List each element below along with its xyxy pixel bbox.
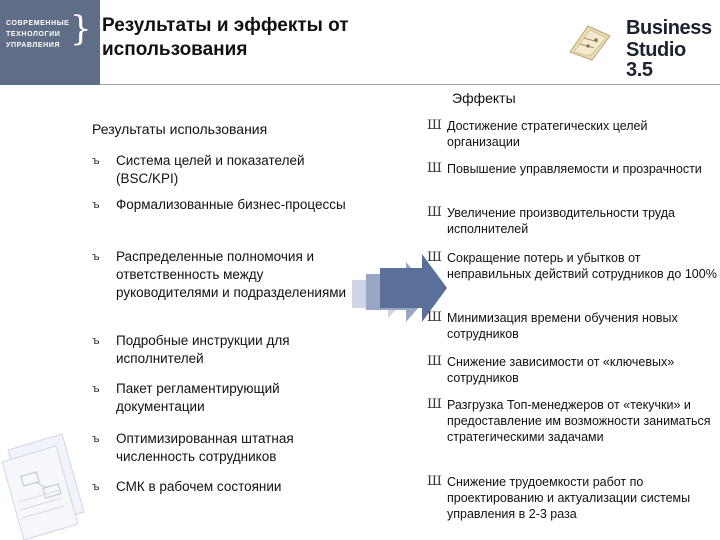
effect-text: Разгрузка Топ-менеджеров от «текучки» и предоставление им возможности заниматься стратегическими задачами xyxy=(447,398,711,444)
bullet-icon: Ш xyxy=(427,310,442,325)
effect-text: Достижение стратегических целей организации xyxy=(447,119,648,149)
bullet-icon: ъ xyxy=(92,382,100,395)
bullet-icon: Ш xyxy=(427,354,442,369)
business-studio-logo xyxy=(566,8,716,81)
header-divider xyxy=(100,84,720,85)
logo-line-3: УПРАВЛЕНИЯ xyxy=(6,42,61,49)
page-title: Результаты и эффекты от использования xyxy=(102,15,349,60)
slide-header xyxy=(0,0,720,85)
company-logo xyxy=(0,0,100,85)
effect-text: Повышение управляемости и прозрачности xyxy=(447,162,702,176)
logo-version-text: Studio 3.5 xyxy=(626,39,686,81)
effect-text: Минимизация времени обучения новых сотрудников xyxy=(447,311,678,341)
bullet-icon: ъ xyxy=(92,198,100,211)
bullet-icon: Ш xyxy=(427,397,442,412)
logo-business-text: Business xyxy=(626,17,712,39)
bullet-icon: ъ xyxy=(92,432,100,445)
effect-text: Снижение зависимости от «ключевых» сотрудников xyxy=(447,355,675,385)
bullet-icon: Ш xyxy=(427,250,442,265)
document-stack-icon xyxy=(0,430,90,540)
result-text: СМК в рабочем состоянии xyxy=(116,479,282,494)
bullet-icon: ъ xyxy=(92,480,100,493)
result-text: Пакет регламентирующий документации xyxy=(116,381,280,414)
business-studio-logo-icon xyxy=(566,22,614,62)
bullet-icon: Ш xyxy=(427,118,442,133)
right-column-heading: Эффекты xyxy=(452,90,516,106)
bullet-icon: ъ xyxy=(92,250,100,263)
effect-text: Увеличение производительности труда исполнителей xyxy=(447,206,675,236)
bullet-icon: Ш xyxy=(427,474,442,489)
result-text: Система целей и показателей (BSC/KPI) xyxy=(116,153,305,186)
effect-text: Сокращение потерь и убытков от неправильных действий сотрудников до 100% xyxy=(447,251,717,281)
left-column-heading: Результаты использования xyxy=(92,121,268,137)
bullet-icon: ъ xyxy=(92,154,100,167)
logo-line-2: ТЕХНОЛОГИИ xyxy=(6,31,61,38)
bullet-icon: Ш xyxy=(427,205,442,220)
bullet-icon: Ш xyxy=(427,161,442,176)
result-text: Формализованные бизнес-процессы xyxy=(116,197,346,212)
result-text: Оптимизированная штатная численность сотрудников xyxy=(116,431,294,464)
logo-brace-icon: } xyxy=(70,9,92,49)
effect-text: Снижение трудоемкости работ по проектированию и актуализации системы управления в 2-3 раза xyxy=(447,475,691,521)
logo-line-1: СОВРЕМЕННЫЕ xyxy=(6,20,70,27)
result-text: Распределенные полномочия и ответственность между руководителями и подразделениями xyxy=(116,249,347,300)
bullet-icon: ъ xyxy=(92,334,100,347)
result-text: Подробные инструкции для исполнителей xyxy=(116,333,290,366)
